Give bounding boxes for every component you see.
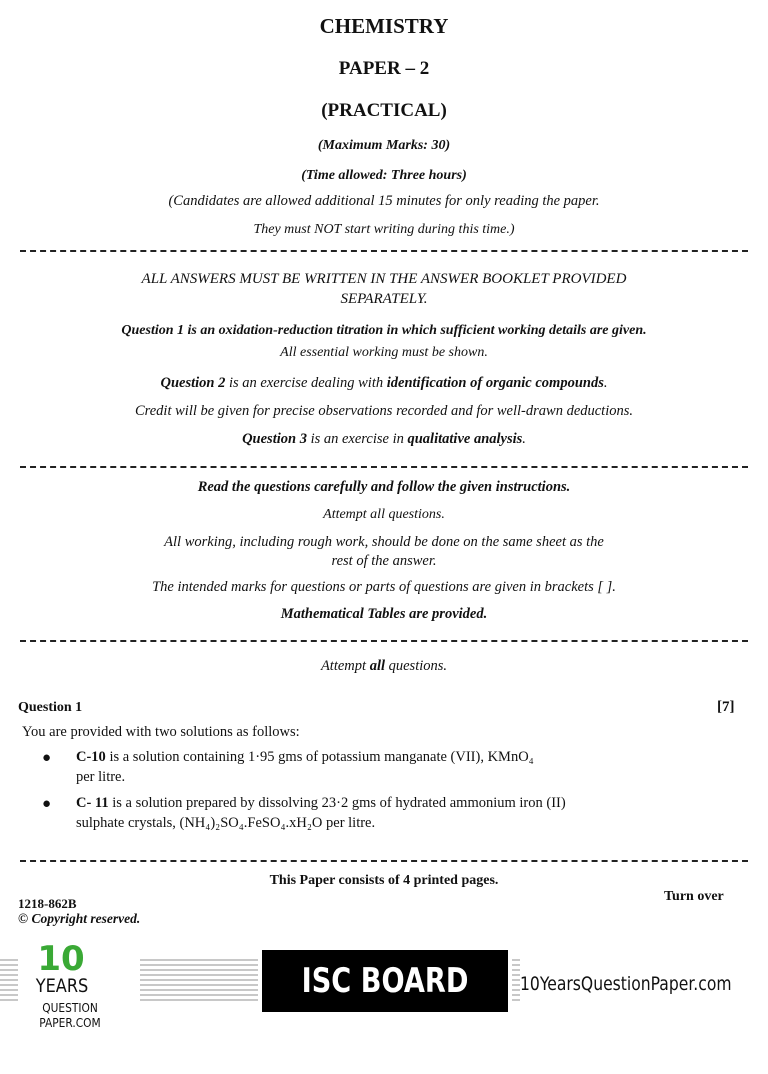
divider-4 xyxy=(20,860,748,862)
solution-c11-text: is a solution prepared by dissolving 23·2 gms of hydrated ammonium iron (II) xyxy=(108,795,566,811)
banner-stripes-right xyxy=(512,956,520,1004)
question1-heading: Question 1 xyxy=(18,700,83,715)
solution-c11 xyxy=(76,795,566,812)
logo-site-name: QUESTION PAPER.COM xyxy=(39,1000,101,1030)
solution-c10-line2: per litre. xyxy=(76,769,126,785)
working-line1: All working, including rough work, should be done on the same sheet as the xyxy=(164,534,604,550)
question2-bold: identification of organic compounds xyxy=(386,375,604,391)
question2-mid: is an exercise dealing with xyxy=(225,375,387,391)
read-carefully: Read the questions carefully and follow the given instructions. xyxy=(197,479,571,495)
board-label: ISC BOARD XII xyxy=(301,961,469,1063)
logo-years: YEARS xyxy=(35,975,89,997)
banner-stripes-mid xyxy=(140,956,258,1004)
question3-bold: qualitative analysis xyxy=(407,431,523,447)
paper-title: PAPER – 2 xyxy=(338,58,430,79)
copyright: © Copyright reserved. xyxy=(18,911,141,926)
question2-lead: Question 2 xyxy=(160,375,226,391)
math-tables: Mathematical Tables are provided. xyxy=(280,606,488,622)
credit-note: Credit will be given for precise observations recorded and for well-drawn deductions. xyxy=(134,403,634,419)
max-marks: (Maximum Marks: 30) xyxy=(317,138,451,153)
question3-description xyxy=(0,431,768,448)
bullet-icon: ● xyxy=(42,796,52,812)
question1-intro: You are provided with two solutions as follows: xyxy=(22,724,300,740)
reading-time-line1: (Candidates are allowed additional 15 minutes for only reading the paper. xyxy=(168,193,600,209)
attempt-bold: all xyxy=(369,658,385,674)
website-text: 10YearsQuestionPaper.com xyxy=(520,973,732,995)
printed-pages: This Paper consists of 4 printed pages. xyxy=(269,873,499,888)
solution-c11-line2: sulphate crystals, (NH₄)₂SO₄.FeSO₄.xH₂O per litre. xyxy=(76,815,376,831)
question2-end: . xyxy=(603,375,608,391)
banner-stripes-left xyxy=(0,956,18,1004)
solution-c10-text: is a solution containing 1·95 gms of potassium manganate (VII), KMnO₄ xyxy=(105,749,534,765)
solution-c10 xyxy=(76,749,534,766)
attempt-post: questions. xyxy=(385,658,448,674)
question3-mid: is an exercise in xyxy=(306,431,408,447)
answers-instruction-line2: SEPARATELY. xyxy=(340,291,428,307)
reading-time-line2: They must NOT start writing during this time.) xyxy=(253,222,515,237)
attempt-all: Attempt all questions. xyxy=(323,507,445,522)
subject-title: CHEMISTRY xyxy=(319,14,449,38)
question1-marks: [7] xyxy=(717,699,735,715)
attempt-pre: Attempt xyxy=(320,658,370,674)
practical-title: (PRACTICAL) xyxy=(321,100,447,121)
marks-brackets: The intended marks for questions or parts of questions are given in brackets [ ]. xyxy=(152,579,616,595)
question1-description-text: is an oxidation-reduction titration in which sufficient working details are given. xyxy=(184,323,647,338)
solution-c11-label: C- 11 xyxy=(76,795,109,811)
divider-2 xyxy=(20,466,748,468)
board-banner xyxy=(262,950,508,1063)
divider-1 xyxy=(20,250,748,252)
question2-description xyxy=(0,375,768,392)
working-line2: rest of the answer. xyxy=(331,553,437,569)
time-allowed: (Time allowed: Three hours) xyxy=(301,168,467,183)
question3-end: . xyxy=(522,431,526,447)
question1-description-line2: All essential working must be shown. xyxy=(280,345,488,360)
question1-lead: Question 1 xyxy=(121,323,185,338)
solution-c10-label: C-10 xyxy=(76,749,106,765)
bullet-icon: ● xyxy=(42,750,52,766)
divider-3 xyxy=(20,640,748,642)
question1-description xyxy=(0,323,768,339)
attempt-all-questions xyxy=(0,658,768,675)
logo-number: 10 xyxy=(37,939,85,979)
question3-lead: Question 3 xyxy=(242,431,307,447)
paper-code: 1218-862B xyxy=(18,896,77,911)
website-link[interactable] xyxy=(520,973,760,995)
answers-instruction-line1: ALL ANSWERS MUST BE WRITTEN IN THE ANSWER BOOKLET PROVIDED xyxy=(141,271,627,287)
turn-over: Turn over xyxy=(664,889,724,904)
